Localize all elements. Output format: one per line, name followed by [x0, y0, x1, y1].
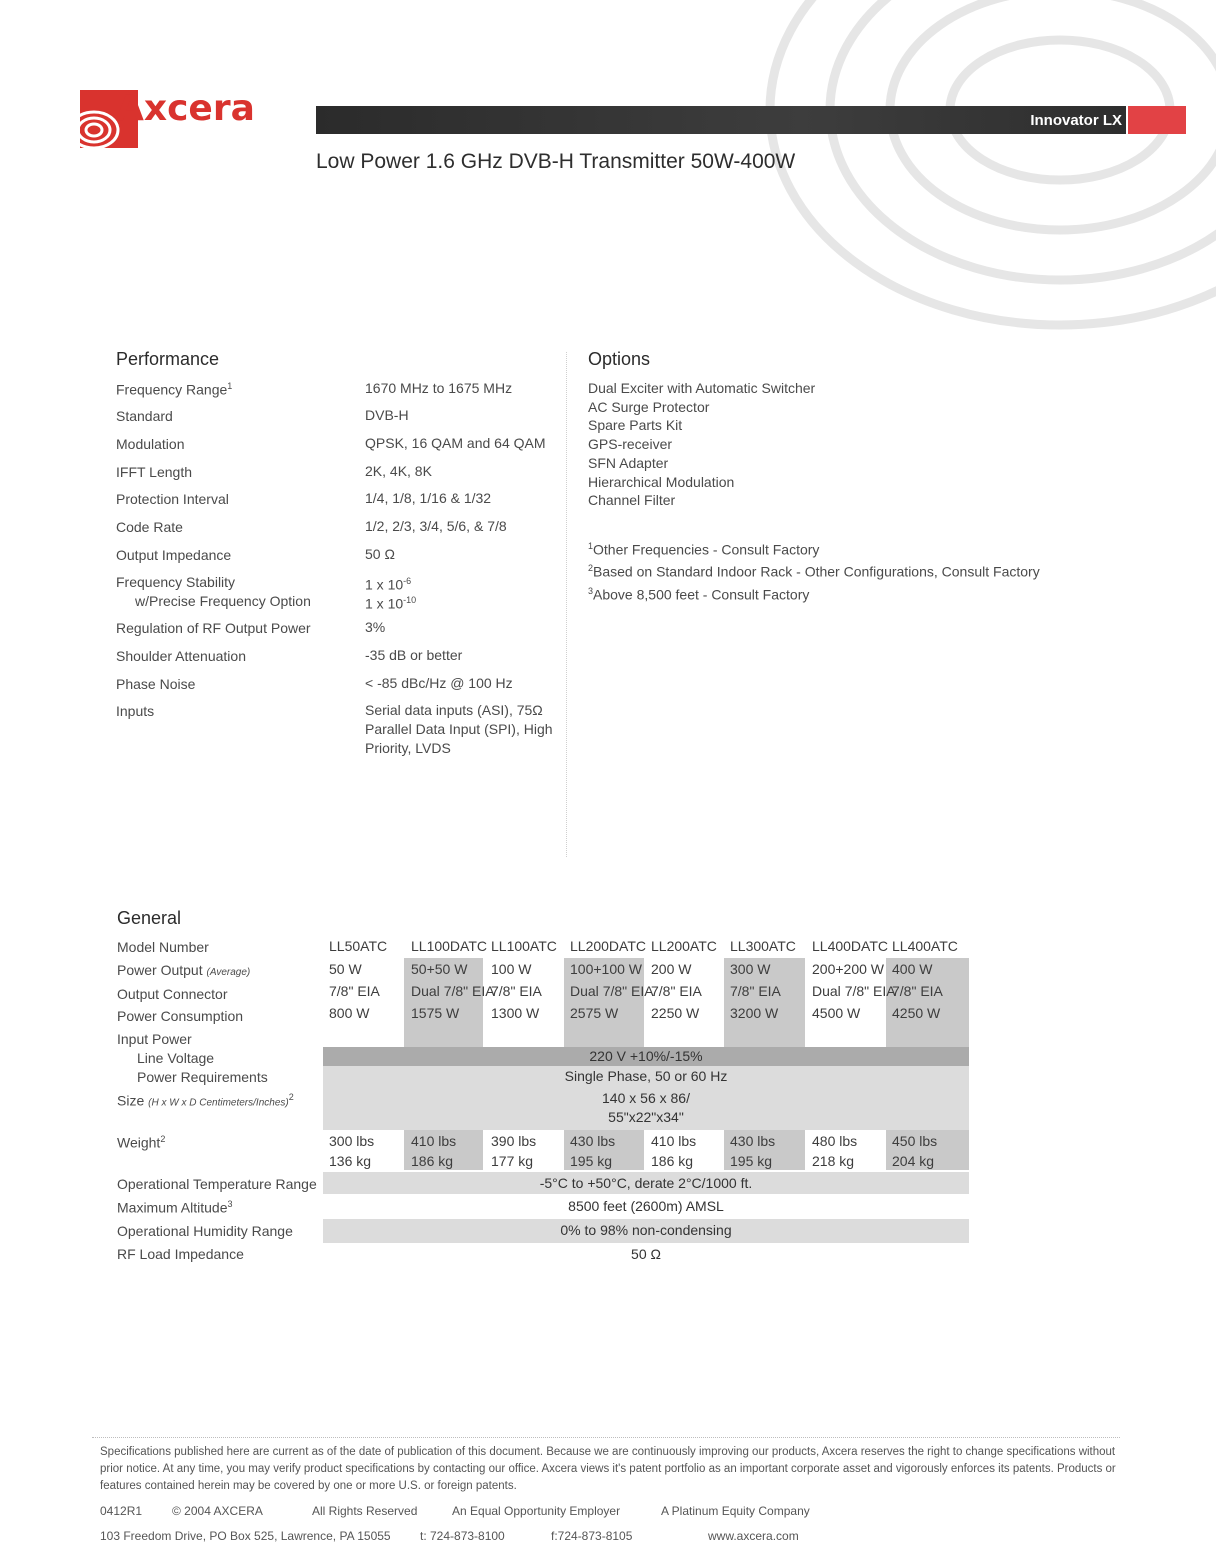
weight-cell: 430 lbs 195 kg — [570, 1133, 616, 1169]
weight-cell: 410 lbs 186 kg — [411, 1133, 457, 1169]
label-power-requirements: Power Requirements — [137, 1069, 268, 1085]
value-op-temp: -5°C to +50°C, derate 2°C/1000 ft. — [539, 1175, 753, 1191]
value-line-voltage: 220 V +10%/-15% — [589, 1048, 703, 1064]
perf-value-inputs: Serial data inputs (ASI), 75Ω Parallel Data Input (SPI), High Priority, LVDS — [365, 702, 553, 756]
parent-company: A Platinum Equity Company — [661, 1504, 810, 1518]
weight-cell: 390 lbs 177 kg — [491, 1133, 537, 1169]
value-power-requirements: Single Phase, 50 or 60 Hz — [564, 1068, 728, 1084]
label-op-temp: Operational Temperature Range — [117, 1176, 317, 1192]
value-humidity: 0% to 98% non-condensing — [560, 1222, 732, 1238]
perf-sublabel-precise-frequency: w/Precise Frequency Option — [135, 593, 311, 609]
perf-value-phase-noise: < -85 dBc/Hz @ 100 Hz — [365, 675, 513, 691]
perf-label-frequency-stability: Frequency Stability — [116, 574, 236, 590]
label-rf-load: RF Load Impedance — [117, 1246, 244, 1262]
model-column: LL200ATC 200 W 7/8" EIA 2250 W — [651, 938, 717, 1021]
option-item: Dual Exciter with Automatic Switcher — [588, 380, 816, 396]
header-bar — [316, 106, 1126, 134]
general-title: General — [117, 908, 182, 928]
footnotes — [588, 537, 1040, 604]
label-model-number: Model Number — [117, 939, 209, 955]
label-humidity: Operational Humidity Range — [117, 1223, 293, 1239]
weight-cell: 410 lbs 186 kg — [651, 1133, 697, 1169]
rights: All Rights Reserved — [312, 1504, 418, 1518]
perf-value-frequency-stability: 1 x $10^{-6}$ — [365, 576, 412, 593]
performance-title: Performance — [116, 349, 220, 369]
weight-cell: 430 lbs 195 kg — [730, 1133, 776, 1169]
perf-label-frequency-range: Frequency Range$^1$ — [116, 381, 233, 398]
column-divider — [566, 352, 567, 857]
perf-label-code-rate: Code Rate — [116, 519, 183, 535]
perf-label-output-impedance: Output Impedance — [116, 547, 232, 563]
label-max-altitude: Maximum Altitude$^3$ — [117, 1199, 233, 1216]
footer-rule — [92, 1437, 1120, 1438]
perf-label-protection-interval: Protection Interval — [116, 491, 229, 507]
label-weight: Weight$^2$ — [117, 1134, 166, 1151]
label-output-connector: Output Connector — [117, 986, 228, 1002]
label-input-power: Input Power — [117, 1031, 192, 1047]
address: 103 Freedom Drive, PO Box 525, Lawrence, PA 15055 — [100, 1529, 391, 1543]
label-line-voltage: Line Voltage — [137, 1050, 215, 1066]
fax: f:724-873-8105 — [551, 1529, 633, 1543]
option-item: Hierarchical Modulation — [588, 473, 735, 490]
header-accent — [1128, 106, 1186, 134]
disclaimer: Specifications published here are current as of the date of publication of this document. Because we are continuously improving our products, Axcera reserves the right to change specifications without prior notice. At any time, you may verify product specifications by contacting our office. Axcera views it's patent portfolio as an important corporate asset and vigorously enforces its patents. Products or features contained herein may be covered by one or more U.S. or foreign patents. — [100, 1446, 1116, 1492]
model-column: LL400DATC 200+200 W Dual 7/8" EIA 4500 W — [812, 938, 896, 1021]
perf-value-rf-regulation: 3% — [365, 619, 386, 635]
label-power-output: Power Output (Average) — [117, 962, 251, 978]
website-link[interactable]: www.axcera.com — [708, 1529, 799, 1543]
perf-label-rf-regulation: Regulation of RF Output Power — [116, 620, 311, 636]
label-size: Size (H x W x D Centimeters/Inches)$^2$ — [117, 1092, 294, 1109]
footnote-1: $^1$Other Frequencies - Consult Factory — [588, 541, 820, 558]
perf-value-precise-frequency: 1 x $10^{-10}$ — [365, 595, 417, 612]
axcera-logo — [80, 88, 260, 150]
perf-value-ifft-length: 2K, 4K, 8K — [365, 463, 432, 479]
perf-label-ifft-length: IFFT Length — [116, 464, 193, 480]
phone: t: 724-873-8100 — [420, 1529, 505, 1543]
product-line-label: Innovator LX — [1030, 112, 1122, 129]
equal-opportunity: An Equal Opportunity Employer — [452, 1504, 621, 1518]
perf-label-phase-noise: Phase Noise — [116, 676, 196, 692]
model-column: LL200DATC 100+100 W Dual 7/8" EIA 2575 W — [570, 938, 654, 1021]
perf-label-shoulder-attenuation: Shoulder Attenuation — [116, 648, 246, 664]
perf-value-shoulder-attenuation: -35 dB or better — [365, 647, 463, 663]
value-rf-load: 50 Ω — [631, 1246, 661, 1262]
perf-label-modulation: Modulation — [116, 436, 185, 452]
weight-cell: 450 lbs 204 kg — [892, 1133, 938, 1169]
model-column: LL100ATC 100 W 7/8" EIA 1300 W — [491, 938, 557, 1021]
value-size-cm: 140 x 56 x 86/ — [602, 1090, 690, 1106]
label-power-consumption: Power Consumption — [117, 1008, 244, 1024]
model-column: LL100DATC 50+50 W Dual 7/8" EIA 1575 W — [411, 938, 495, 1021]
perf-value-protection-interval: 1/4, 1/8, 1/16 & 1/32 — [365, 490, 492, 506]
perf-value-code-rate: 1/2, 2/3, 3/4, 5/6, & 7/8 — [365, 518, 507, 534]
perf-label-inputs: Inputs — [116, 703, 155, 719]
perf-value-output-impedance: 50 Ω — [365, 546, 395, 562]
copyright: © 2004 AXCERA — [172, 1504, 263, 1518]
option-item: Spare Parts Kit — [588, 417, 683, 434]
model-column: LL400ATC 400 W 7/8" EIA 4250 W — [892, 938, 958, 1021]
perf-value-modulation: QPSK, 16 QAM and 64 QAM — [365, 435, 546, 451]
options-title: Options — [588, 349, 651, 369]
decorative-arcs — [760, 0, 1216, 330]
option-item: Channel Filter — [588, 492, 676, 509]
model-column: LL300ATC 300 W 7/8" EIA 3200 W — [730, 938, 796, 1021]
model-column: LL50ATC 50 W 7/8" EIA 800 W — [329, 938, 388, 1021]
perf-value-standard: DVB-H — [365, 407, 409, 423]
footnote-2: $^2$Based on Standard Indoor Rack - Other Configurations, Consult Factory — [588, 563, 1040, 581]
option-item: SFN Adapter — [588, 454, 669, 471]
perf-value-frequency-range: 1670 MHz to 1675 MHz — [365, 380, 513, 396]
doc-code: 0412R1 — [100, 1504, 143, 1518]
page-title: Low Power 1.6 GHz DVB-H Transmitter 50W-400W — [316, 150, 796, 173]
weight-cell: 300 lbs 136 kg — [329, 1133, 375, 1169]
logo-text: Axcera — [116, 88, 255, 129]
options-list — [588, 379, 815, 510]
footnote-3: $^3$Above 8,500 feet - Consult Factory — [588, 585, 810, 603]
option-item: GPS-receiver — [588, 436, 673, 453]
value-max-altitude: 8500 feet (2600m) AMSL — [568, 1198, 724, 1214]
value-size-in: 55"x22"x34" — [608, 1109, 684, 1125]
perf-label-standard: Standard — [116, 408, 173, 424]
weight-cell: 480 lbs 218 kg — [812, 1133, 858, 1169]
option-item: AC Surge Protector — [588, 398, 710, 415]
